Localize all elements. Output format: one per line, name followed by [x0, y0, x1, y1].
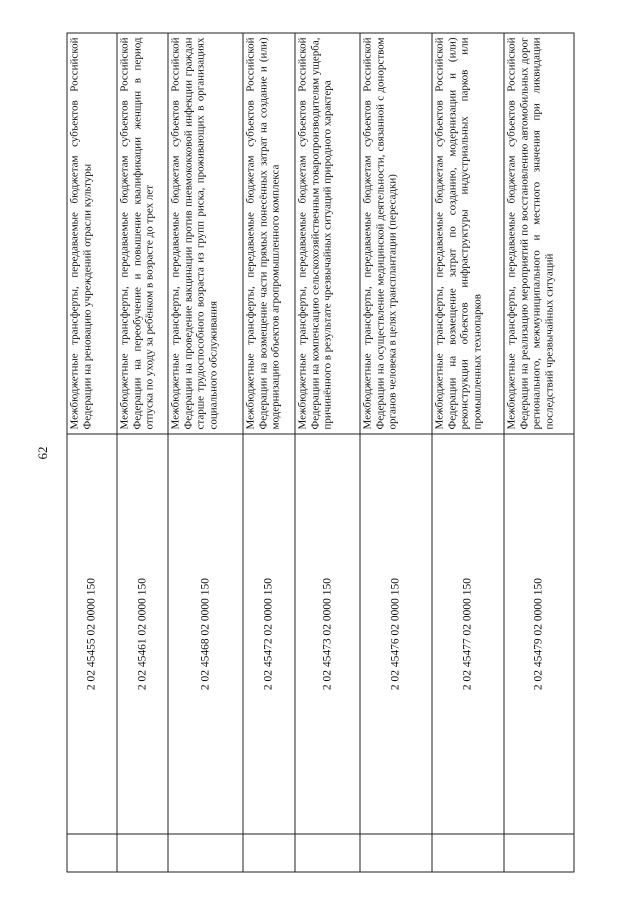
- budget-code-cell: 2 02 45468 02 0000 150: [168, 434, 243, 834]
- table-row: [295, 33, 360, 872]
- description-cell: Межбюджетные трансферты, передаваемые бюджетам субъектов Российской Федерации на переобучение и повышение квалификации женщин в период отпуска по уходу за ребёнком в возрасте до трех лет: [117, 33, 168, 434]
- budget-code-cell: 2 02 45476 02 0000 150: [360, 434, 432, 834]
- blank-cell: [168, 834, 243, 872]
- blank-cell: [360, 834, 432, 872]
- table-row: [243, 33, 295, 872]
- description-cell: Межбюджетные трансферты, передаваемые бюджетам субъектов Российской Федерации на осуществление медицинской деятельности, связанной с донорством органов человека в целях трансплантации (пересадки): [360, 33, 432, 434]
- table-row: [67, 33, 117, 872]
- description-cell: Межбюджетные трансферты, передаваемые бюджетам субъектов Российской Федерации на реализацию мероприятий по восстановлению автомобильных дорог регионального, межмуниципального и местного значения при ликвидации последствий чрезвычайных ситуаций: [504, 33, 574, 434]
- budget-code-cell: 2 02 45461 02 0000 150: [117, 434, 168, 834]
- budget-code-cell: 2 02 45473 02 0000 150: [295, 434, 360, 834]
- blank-cell: [117, 834, 168, 872]
- description-cell: Межбюджетные трансферты, передаваемые бюджетам субъектов Российской Федерации на реновацию учреждений отрасли культуры: [67, 33, 117, 434]
- blank-cell: [432, 834, 504, 872]
- table-row: [360, 33, 432, 872]
- blank-cell: [243, 834, 295, 872]
- budget-code-cell: 2 02 45472 02 0000 150: [243, 434, 295, 834]
- description-cell: Межбюджетные трансферты, передаваемые бюджетам субъектов Российской Федерации на возмещение части прямых понесённых затрат на создание и (или) модернизацию объектов агропромышленного комплекса: [243, 33, 295, 434]
- budget-code-cell: 2 02 45479 02 0000 150: [504, 434, 574, 834]
- table-row: [504, 33, 574, 872]
- description-cell: Межбюджетные трансферты, передаваемые бюджетам субъектов Российской Федерации на возмещение затрат по созданию, модернизации и (или) реконструкции объектов инфраструктуры индустриальных парков или промышленных технопарков: [432, 33, 504, 434]
- description-cell: Межбюджетные трансферты, передаваемые бюджетам субъектов Российской Федерации на проведение вакцинации против пневмококковой инфекции граждан старше трудоспособного возраста из групп риска, проживающих в организациях социального обслуживания: [168, 33, 243, 434]
- budget-code-cell: 2 02 45477 02 0000 150: [432, 434, 504, 834]
- budget-codes-table: [67, 32, 575, 872]
- blank-cell: [295, 834, 360, 872]
- table-row: [168, 33, 243, 872]
- budget-code-cell: 2 02 45455 02 0000 150: [67, 434, 117, 834]
- description-cell: Межбюджетные трансферты, передаваемые бюджетам субъектов Российской Федерации на компенсацию сельскохозяйственным товаропроизводителям ущерба, причинённого в результате чрезвычайных ситуаций природного характера: [295, 33, 360, 434]
- table-row: [432, 33, 504, 872]
- blank-cell: [504, 834, 574, 872]
- table-row: [117, 33, 168, 872]
- blank-cell: [67, 834, 117, 872]
- page-number: 62: [35, 446, 50, 460]
- rotated-table-container: [67, 32, 574, 872]
